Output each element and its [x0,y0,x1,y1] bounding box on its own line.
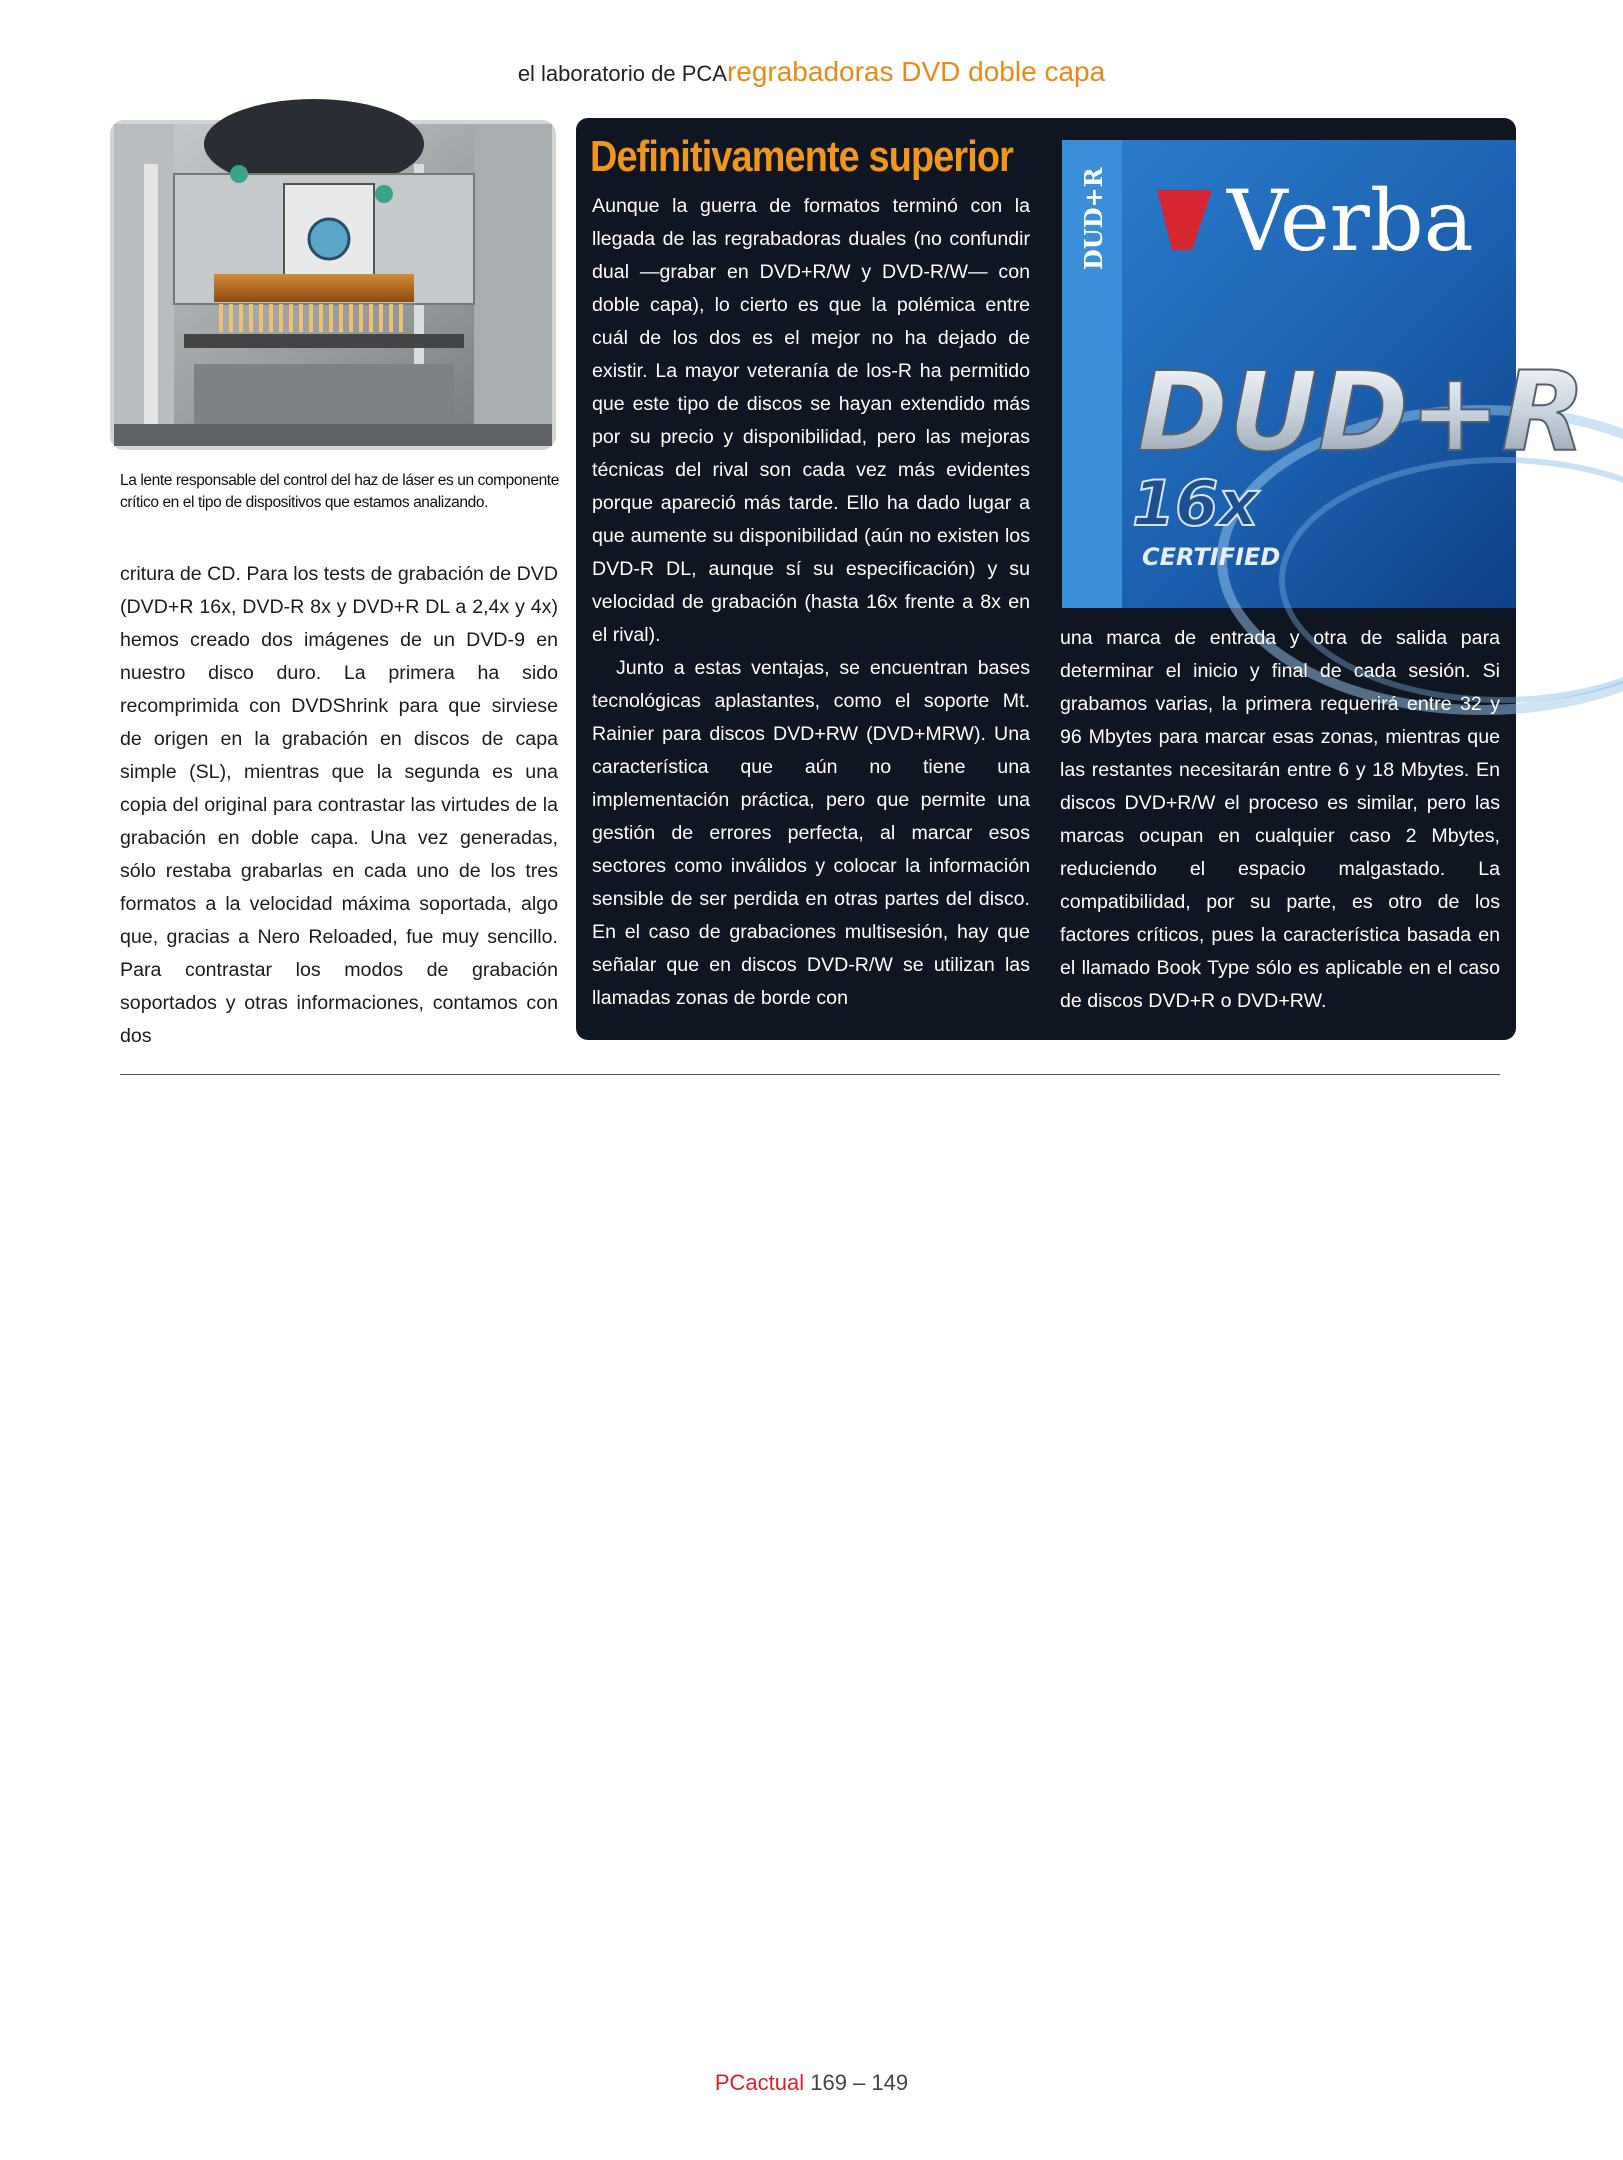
photo-caption: La lente responsable del control del haz de láser es un componente crítico en el tipo de dispositivos que estamos analizando. [120,472,559,511]
sidebar-column-2: una marca de entrada y otra de salida para determinar el inicio y final de cada sesión. Si grabamos varias, la primera requerirá entre 32 y 96 Mbytes para marcar esas zonas, mientras que las restantes necesitarán entre 6 y 18 Mbytes. En discos DVD+R/W el proceso es similar, pero las marcas ocupan en cualquier caso 2 Mbytes, reduciendo el espacio malgastado. La compatibilidad, por su parte, es otro de los factores críticos, pues la característica basada en el llamado Book Type sólo es aplicable en el caso de discos DVD+R o DVD+RW. [1060,627,1500,1012]
running-header [0,56,1623,88]
sidebar-box [576,118,1586,1040]
dvd-certified-label: CERTIFIED [1142,543,1281,571]
laser-lens-photo [110,120,556,450]
verbatim-dvd-photo [1062,140,1586,608]
page-footer [0,2070,1623,2096]
sidebar-title: Definitivamente superior [590,132,1014,181]
dvd-brand-label: Verba [1227,172,1474,270]
footer-page-number: 169 – 149 [804,2070,909,2095]
horizontal-rule [120,1074,1500,1075]
sidebar-column-1 [592,190,1030,1015]
header-section-label: el laboratorio de PCA [517,61,727,86]
dvd-product-label: DUD+R [1137,348,1586,476]
header-topic-label: regrabadoras DVD doble capa [726,56,1106,87]
article-left-column: critura de CD. Para los tests de grabación de DVD (DVD+R 16x, DVD-R 8x y DVD+R DL a 2,4x y 4x) hemos creado dos imágenes de un DVD-9 en nuestro disco duro. La primera ha sido recomprimida con DVDShrink para que sirviese de origen en la grabación en discos de capa simple (SL), mientras que la segunda es una copia del original para contrastar las virtudes de la grabación en doble capa. Una vez generadas, sólo restaba grabarlas en cada uno de los tres formatos a la velocidad máxima soportada, algo que, gracias a Nero Reloaded, fue muy sencillo. Para contrastar los modos de grabación soportados y otras informaciones, contamos con dos [120,563,558,1047]
footer-brand: PCactual [714,2070,805,2095]
dvd-speed-label: 16x [1132,467,1259,540]
sidebar-paragraph: Aunque la guerra de formatos terminó con la llegada de las regrabadoras duales (no confundir dual —grabar en DVD+R/W y DVD-R/W— con doble capa), lo cierto es que la polémica entre cuál de los dos es el mejor no ha dejado de existir. La mayor veteranía de los-R ha permitido que este tipo de discos se hayan extendido más por su precio y disponibilidad, pero las mejoras técnicas del rival son cada vez más evidentes porque apareció más tarde. Ello ha dado lugar a que aumente su disponibilidad (aún no existen los DVD-R DL, aunque sí su especificación) y su velocidad de grabación (hasta 16x frente a 8x en el rival). [592,195,1030,646]
sidebar-paragraph: Junto a estas ventajas, se encuentran bases tecnológicas aplastantes, como el soporte Mt. Rainier para discos DVD+RW (DVD+MRW). Una característica que aún no tiene una implementación práctica, pero que permite una gestión de errores perfecta, al marcar esos sectores como inválidos y colocar la información sensible de ser perdida en otras partes del disco. En el caso de grabaciones multisesión, hay que señalar que en discos DVD-R/W se utilizan las llamadas zonas de borde con [592,657,1030,1009]
dvd-side-label: DUD+R [1079,167,1108,270]
